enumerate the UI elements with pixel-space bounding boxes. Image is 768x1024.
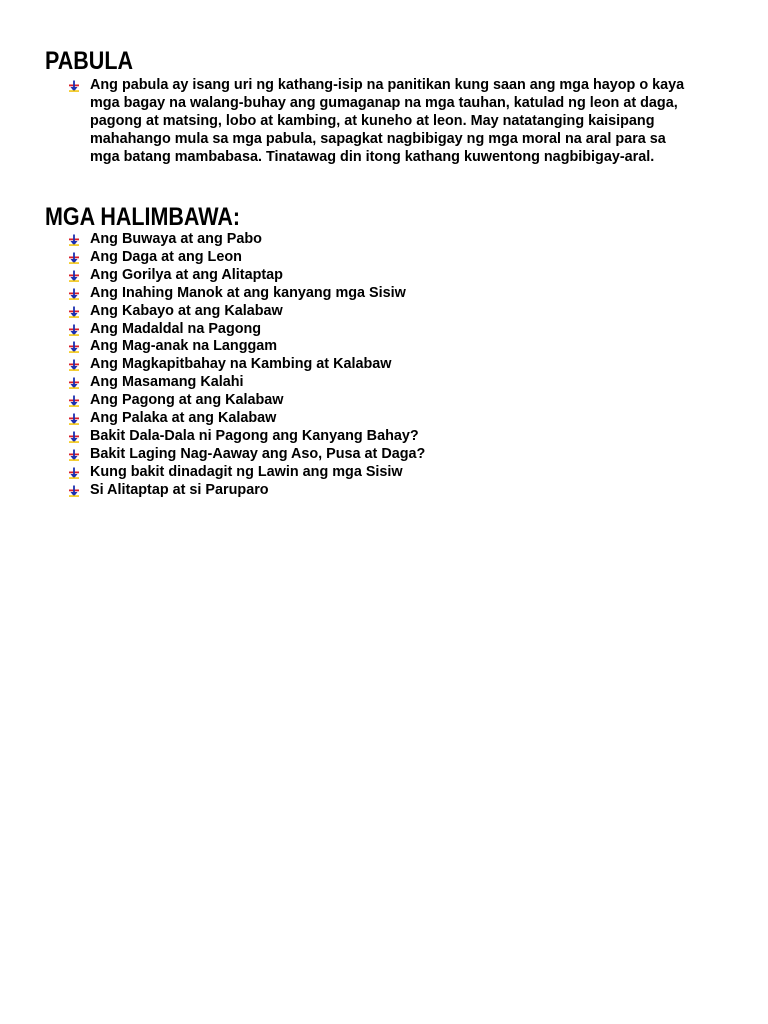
example-title: Ang Inahing Manok at ang kanyang mga Sisiw: [90, 284, 406, 301]
example-list-item: [68, 249, 425, 267]
example-list-item: [68, 231, 425, 249]
example-title: Bakit Dala-Dala ni Pagong ang Kanyang Bahay?: [90, 427, 419, 444]
intro-line: pagong at matsing, lobo at kambing, at kuneho at leon. May natatanging kaisipang: [90, 112, 655, 129]
arrow-down-bullet-icon: [68, 234, 80, 246]
arrow-down-bullet-icon: [68, 449, 80, 461]
arrow-down-bullet-icon: [68, 377, 80, 389]
example-list-item: [68, 374, 425, 392]
example-list-item: [68, 338, 425, 356]
section-heading-pabula: PABULA: [45, 47, 133, 75]
arrow-down-bullet-icon: [68, 467, 80, 479]
example-title: Si Alitaptap at si Paruparo: [90, 481, 269, 498]
arrow-down-bullet-icon: [68, 306, 80, 318]
arrow-down-bullet-icon: [68, 288, 80, 300]
example-list-item: [68, 428, 425, 446]
example-title: Ang Masamang Kalahi: [90, 374, 244, 391]
example-list-item: [68, 356, 425, 374]
arrow-down-bullet-icon: [68, 395, 80, 407]
example-title: Ang Mag-anak na Langgam: [90, 338, 278, 355]
example-list-item: [68, 267, 425, 285]
example-list-item: [68, 446, 425, 464]
example-title: Ang Magkapitbahay na Kambing at Kalabaw: [90, 356, 392, 373]
arrow-down-bullet-icon: [68, 324, 80, 336]
example-list-item: [68, 321, 425, 339]
example-title: Ang Pagong at ang Kalabaw: [90, 392, 284, 409]
examples-list: [68, 231, 425, 500]
arrow-down-bullet-icon: [68, 341, 80, 353]
example-list-item: [68, 285, 425, 303]
example-title: Ang Gorilya at ang Alitaptap: [90, 266, 283, 283]
example-title: Ang Palaka at ang Kalabaw: [90, 410, 277, 427]
example-title: Ang Madaldal na Pagong: [90, 320, 262, 337]
intro-line: mahahango mula sa mga pabula, sapagkat nagbibigay ng mga moral na aral para sa: [90, 130, 666, 147]
arrow-down-bullet-icon: [68, 485, 80, 497]
arrow-down-bullet-icon: [68, 270, 80, 282]
arrow-down-bullet-icon: [68, 252, 80, 264]
example-list-item: [68, 392, 425, 410]
example-list-item: [68, 303, 425, 321]
arrow-down-bullet-icon: [68, 413, 80, 425]
example-list-item: [68, 464, 425, 482]
example-title: Ang Daga at ang Leon: [90, 248, 242, 265]
arrow-down-bullet-icon: [68, 359, 80, 371]
section-heading-halimbawa: MGA HALIMBAWA:: [45, 203, 241, 231]
example-title: Bakit Laging Nag-Aaway ang Aso, Pusa at Daga?: [90, 445, 426, 462]
example-list-item: [68, 410, 425, 428]
intro-list: [68, 77, 730, 167]
example-title: Ang Buwaya at ang Pabo: [90, 231, 262, 247]
example-list-item: [68, 482, 425, 500]
intro-line: mga batang mambabasa. Tinatawag din itong kathang kuwentong nagbibigay-aral.: [90, 148, 655, 165]
arrow-down-bullet-icon: [68, 431, 80, 443]
intro-line: Ang pabula ay isang uri ng kathang-isip na panitikan kung saan ang mga hayop o kaya: [90, 77, 685, 93]
example-title: Kung bakit dinadagit ng Lawin ang mga Sisiw: [90, 463, 403, 480]
intro-paragraph: [68, 77, 730, 167]
intro-line: mga bagay na walang-buhay ang gumaganap na mga tauhan, katulad ng leon at daga,: [90, 94, 678, 111]
arrow-down-bullet-icon: [68, 80, 80, 92]
example-title: Ang Kabayo at ang Kalabaw: [90, 302, 283, 319]
